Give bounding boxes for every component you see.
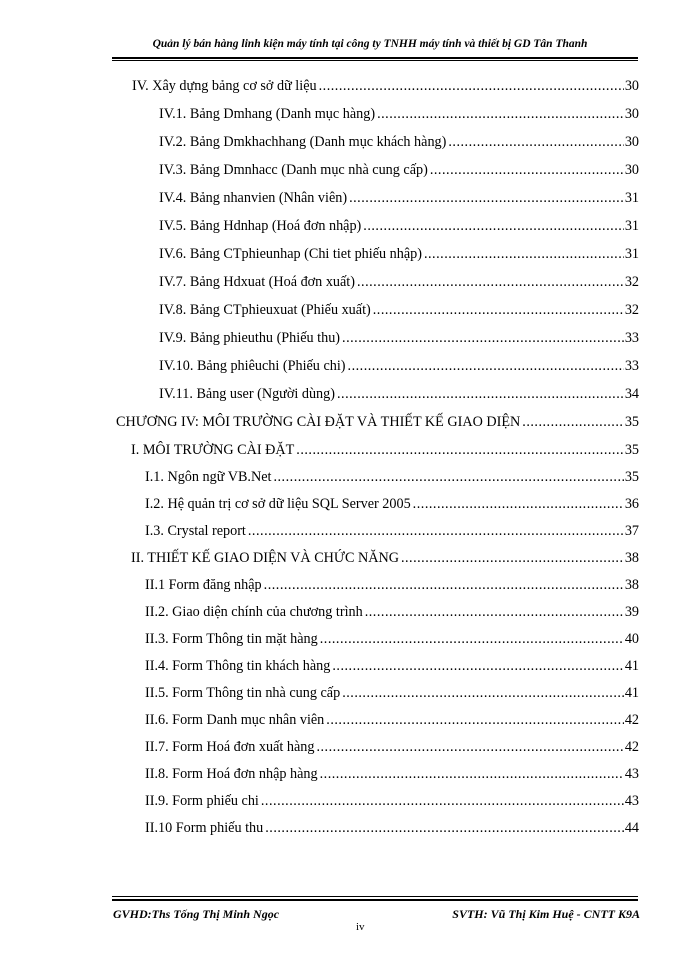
toc-leader-dots [316,739,623,756]
toc-leader-dots [342,685,624,702]
toc-entry-page: 38 [624,577,639,593]
toc-leader-dots [448,134,623,151]
toc-entry-label: II.10 Form phiếu thu [145,820,264,836]
toc-entry[interactable] [145,658,639,678]
toc-entry-label: IV. Xây dựng bảng cơ sở dữ liệu [132,78,317,94]
toc-leader-dots [265,820,624,837]
toc-leader-dots [273,469,623,486]
toc-entry[interactable] [145,631,639,651]
toc-leader-dots [357,274,624,291]
running-header: Quản lý bán hàng linh kiện máy tính tại công ty TNHH máy tính và thiết bị GD Tân Thanh [152,38,588,50]
toc-leader-dots [326,712,624,729]
toc-leader-dots [248,523,624,540]
toc-entry-label: II.5. Form Thông tin nhà cung cấp [145,685,341,701]
footer-advisor: GVHD:Ths Tống Thị Minh Ngọc [113,907,280,921]
toc-entry[interactable] [145,712,639,732]
toc-entry-label: IV.4. Bảng nhanvien (Nhân viên) [159,190,348,206]
header-rule-bottom [112,60,638,61]
toc-entry-label: IV.5. Bảng Hdnhap (Hoá đơn nhập) [159,218,362,234]
toc-entry-label: IV.11. Bảng user (Người dùng) [159,386,335,402]
toc-leader-dots [296,442,624,459]
toc-leader-dots [413,496,624,513]
toc-entry[interactable] [145,820,639,840]
toc-entry-label: IV.2. Bảng Dmkhachhang (Danh mục khách hàng) [159,134,447,150]
toc-entry[interactable] [131,550,639,570]
toc-entry-page: 42 [624,739,639,755]
toc-entry-page: 30 [624,134,639,150]
toc-entry-label: IV.9. Bảng phieuthu (Phiếu thu) [159,330,341,346]
toc-leader-dots [261,793,624,810]
toc-entry[interactable] [159,246,639,266]
toc-entry-page: 33 [624,330,639,346]
toc-entry-label: IV.10. Bảng phiêuchi (Phiếu chi) [159,358,346,374]
toc-chapter-entry[interactable] [116,414,639,434]
toc-entry-page: 34 [624,386,639,402]
toc-entry[interactable] [145,604,639,624]
toc-entry[interactable] [132,78,639,98]
toc-entry-page: 31 [624,190,639,206]
toc-entry-page: 30 [624,162,639,178]
toc-entry[interactable] [145,766,639,786]
toc-entry[interactable] [159,358,639,378]
toc-entry-label: II.9. Form phiếu chi [145,793,259,809]
toc-entry[interactable] [159,162,639,182]
toc-entry-page: 32 [624,274,639,290]
toc-entry-page: 43 [624,793,639,809]
toc-entry[interactable] [145,496,639,516]
toc-entry-label: IV.1. Bảng Dmhang (Danh mục hàng) [159,106,376,122]
toc-entry[interactable] [159,274,639,294]
toc-entry-page: 42 [624,712,639,728]
toc-entry-page: 35 [624,442,639,458]
footer-rule-top [112,896,638,897]
toc-leader-dots [320,766,624,783]
toc-entry-label: II.2. Giao diện chính của chương trình [145,604,363,620]
toc-entry-page: 33 [624,358,639,374]
toc-entry-page: 35 [624,469,639,485]
toc-entry[interactable] [159,330,639,350]
toc-entry[interactable] [159,218,639,238]
toc-entry-label: II. THIẾT KẾ GIAO DIỆN VÀ CHỨC NĂNG [131,550,399,566]
toc-entry[interactable] [145,793,639,813]
toc-entry-label: IV.7. Bảng Hdxuat (Hoá đơn xuất) [159,274,355,290]
toc-leader-dots [401,550,624,567]
footer-student: SVTH: Vũ Thị Kim Huệ - CNTT K9A [452,907,640,921]
toc-entry[interactable] [145,739,639,759]
toc-entry-label: II.3. Form Thông tin mặt hàng [145,631,318,647]
toc-leader-dots [363,218,624,235]
toc-entry-label: II.4. Form Thông tin khách hàng [145,658,331,674]
footer-page-number: iv [356,921,365,933]
toc-leader-dots [522,414,624,431]
toc-entry-page: 43 [624,766,639,782]
toc-entry-label: II.8. Form Hoá đơn nhập hàng [145,766,318,782]
toc-entry[interactable] [145,469,639,489]
toc-entry-label: I.3. Crystal report [145,523,246,539]
toc-entry-label: CHƯƠNG IV: MÔI TRƯỜNG CÀI ĐẶT VÀ THIẾT KẾ GIAO DIỆN [116,414,521,430]
toc-entry[interactable] [131,442,639,462]
toc-leader-dots [342,330,624,347]
toc-entry-page: 30 [624,106,639,122]
toc-entry-label: IV.6. Bảng CTphieunhap (Chi tiet phiếu nhập) [159,246,422,262]
toc-entry[interactable] [159,386,639,406]
toc-entry[interactable] [159,106,639,126]
toc-leader-dots [264,577,624,594]
toc-leader-dots [320,631,624,648]
toc-entry-label: IV.3. Bảng Dmnhacc (Danh mục nhà cung cấp) [159,162,428,178]
toc-entry-page: 40 [624,631,639,647]
toc-leader-dots [377,106,624,123]
header-rule-top [112,57,638,59]
toc-entry-label: I.1. Ngôn ngữ VB.Net [145,469,272,485]
footer-rule-bottom [112,899,638,901]
toc-entry-label: I.2. Hệ quản trị cơ sở dữ liệu SQL Server 2005 [145,496,411,512]
toc-leader-dots [332,658,623,675]
toc-leader-dots [373,302,624,319]
toc-entry-label: II.1 Form đăng nhập [145,577,262,593]
toc-entry-label: II.7. Form Hoá đơn xuất hàng [145,739,315,755]
toc-entry[interactable] [159,302,639,322]
toc-leader-dots [430,162,624,179]
toc-entry-page: 36 [624,496,639,512]
toc-entry-label: I. MÔI TRƯỜNG CÀI ĐẶT [131,442,295,458]
toc-entry-page: 35 [624,414,639,430]
toc-entry[interactable] [159,134,639,154]
toc-entry-label: IV.8. Bảng CTphieuxuat (Phiếu xuất) [159,302,371,318]
toc-entry-page: 38 [624,550,639,566]
toc-leader-dots [319,78,624,95]
toc-leader-dots [424,246,624,263]
toc-leader-dots [337,386,624,403]
toc-entry[interactable] [159,190,639,210]
toc-entry[interactable] [145,685,639,705]
toc-entry-label: II.6. Form Danh mục nhân viên [145,712,325,728]
toc-entry-page: 32 [624,302,639,318]
toc-entry-page: 31 [624,218,639,234]
toc-entry-page: 41 [624,685,639,701]
toc-entry-page: 31 [624,246,639,262]
toc-entry-page: 30 [624,78,639,94]
toc-entry[interactable] [145,523,639,543]
toc-entry[interactable] [145,577,639,597]
toc-leader-dots [348,358,624,375]
toc-entry-page: 44 [624,820,639,836]
toc-leader-dots [365,604,624,621]
toc-entry-page: 37 [624,523,639,539]
toc-entry-page: 39 [624,604,639,620]
toc-entry-page: 41 [624,658,639,674]
toc-leader-dots [349,190,624,207]
